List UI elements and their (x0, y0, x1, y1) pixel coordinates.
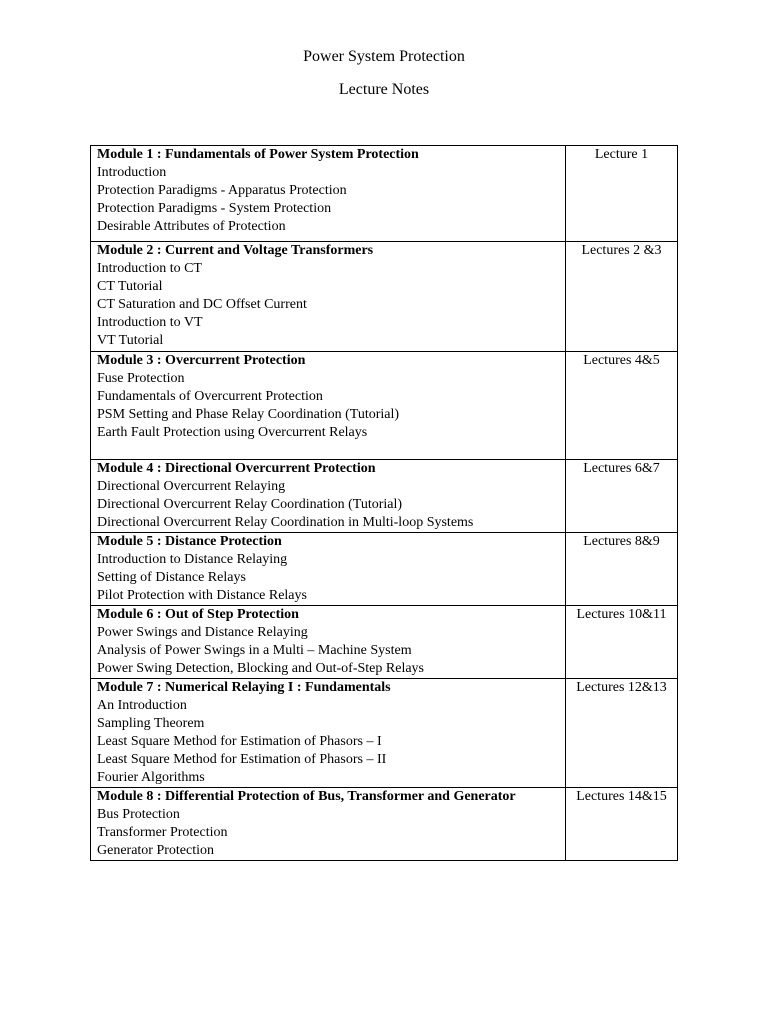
module-6-lectures: Lectures 10&11 (566, 606, 678, 679)
module-row-3 (91, 352, 678, 460)
module-8-item: Bus Protection (97, 807, 180, 822)
module-4-lectures: Lectures 6&7 (566, 460, 678, 533)
module-6-item: Analysis of Power Swings in a Multi – Machine System (97, 643, 412, 658)
module-6-title: Module 6 : Out of Step Protection (97, 607, 299, 622)
module-4-content (91, 460, 566, 533)
module-4-item: Directional Overcurrent Relay Coordination (Tutorial) (97, 497, 403, 512)
module-2-item: CT Tutorial (97, 279, 163, 294)
module-6-item: Power Swings and Distance Relaying (97, 625, 308, 640)
module-5-item: Introduction to Distance Relaying (97, 552, 288, 567)
module-3-item: Fundamentals of Overcurrent Protection (97, 389, 323, 404)
module-row-7 (91, 679, 678, 788)
module-1-lectures: Lecture 1 (566, 146, 678, 242)
module-row-2 (91, 242, 678, 352)
module-7-item: An Introduction (97, 698, 187, 713)
module-1-item: Protection Paradigms - Apparatus Protection (97, 183, 347, 198)
module-7-item: Least Square Method for Estimation of Phasors – I (97, 734, 382, 749)
module-2-lectures: Lectures 2 &3 (566, 242, 678, 352)
module-4-item: Directional Overcurrent Relaying (97, 479, 286, 494)
module-2-content (91, 242, 566, 352)
module-5-lectures: Lectures 8&9 (566, 533, 678, 606)
module-7-item: Sampling Theorem (97, 716, 205, 731)
module-4-title: Module 4 : Directional Overcurrent Protection (97, 461, 376, 476)
module-7-title: Module 7 : Numerical Relaying I : Fundamentals (97, 680, 391, 695)
module-table (90, 145, 678, 861)
module-6-item: Power Swing Detection, Blocking and Out-of-Step Relays (97, 661, 425, 676)
module-8-item: Generator Protection (97, 843, 215, 858)
module-3-item: Fuse Protection (97, 371, 185, 386)
module-row-1 (91, 146, 678, 242)
module-7-content (91, 679, 566, 788)
module-3-lectures: Lectures 4&5 (566, 352, 678, 460)
module-5-content (91, 533, 566, 606)
module-7-lectures: Lectures 12&13 (566, 679, 678, 788)
module-8-lectures: Lectures 14&15 (566, 788, 678, 861)
module-2-item: CT Saturation and DC Offset Current (97, 297, 307, 312)
module-7-item: Least Square Method for Estimation of Phasors – II (97, 752, 387, 767)
module-1-item: Protection Paradigms - System Protection (97, 201, 332, 216)
module-7-item: Fourier Algorithms (97, 770, 205, 785)
document-title: Power System Protection (303, 48, 465, 65)
module-2-item: Introduction to VT (97, 315, 203, 330)
module-1-item: Introduction (97, 165, 167, 180)
module-4-item: Directional Overcurrent Relay Coordination in Multi-loop Systems (97, 515, 474, 530)
module-1-title: Module 1 : Fundamentals of Power System Protection (97, 147, 419, 162)
module-3-title: Module 3 : Overcurrent Protection (97, 353, 306, 368)
module-row-4 (91, 460, 678, 533)
module-8-title: Module 8 : Differential Protection of Bus, Transformer and Generator (97, 789, 516, 804)
module-5-item: Pilot Protection with Distance Relays (97, 588, 307, 603)
module-5-title: Module 5 : Distance Protection (97, 534, 282, 549)
module-8-item: Transformer Protection (97, 825, 228, 840)
module-row-5 (91, 533, 678, 606)
module-8-content (91, 788, 566, 861)
document-subtitle: Lecture Notes (338, 81, 430, 98)
module-5-item: Setting of Distance Relays (97, 570, 246, 585)
module-2-item: VT Tutorial (97, 333, 164, 348)
module-6-content (91, 606, 566, 679)
module-3-content (91, 352, 566, 460)
module-2-item: Introduction to CT (97, 261, 202, 276)
module-row-6 (91, 606, 678, 679)
module-3-item: Earth Fault Protection using Overcurrent Relays (97, 425, 368, 440)
module-row-8 (91, 788, 678, 861)
module-2-title: Module 2 : Current and Voltage Transformers (97, 243, 374, 258)
module-3-item: PSM Setting and Phase Relay Coordination (Tutorial) (97, 407, 400, 422)
module-1-content (91, 146, 566, 242)
module-1-item: Desirable Attributes of Protection (97, 219, 286, 234)
